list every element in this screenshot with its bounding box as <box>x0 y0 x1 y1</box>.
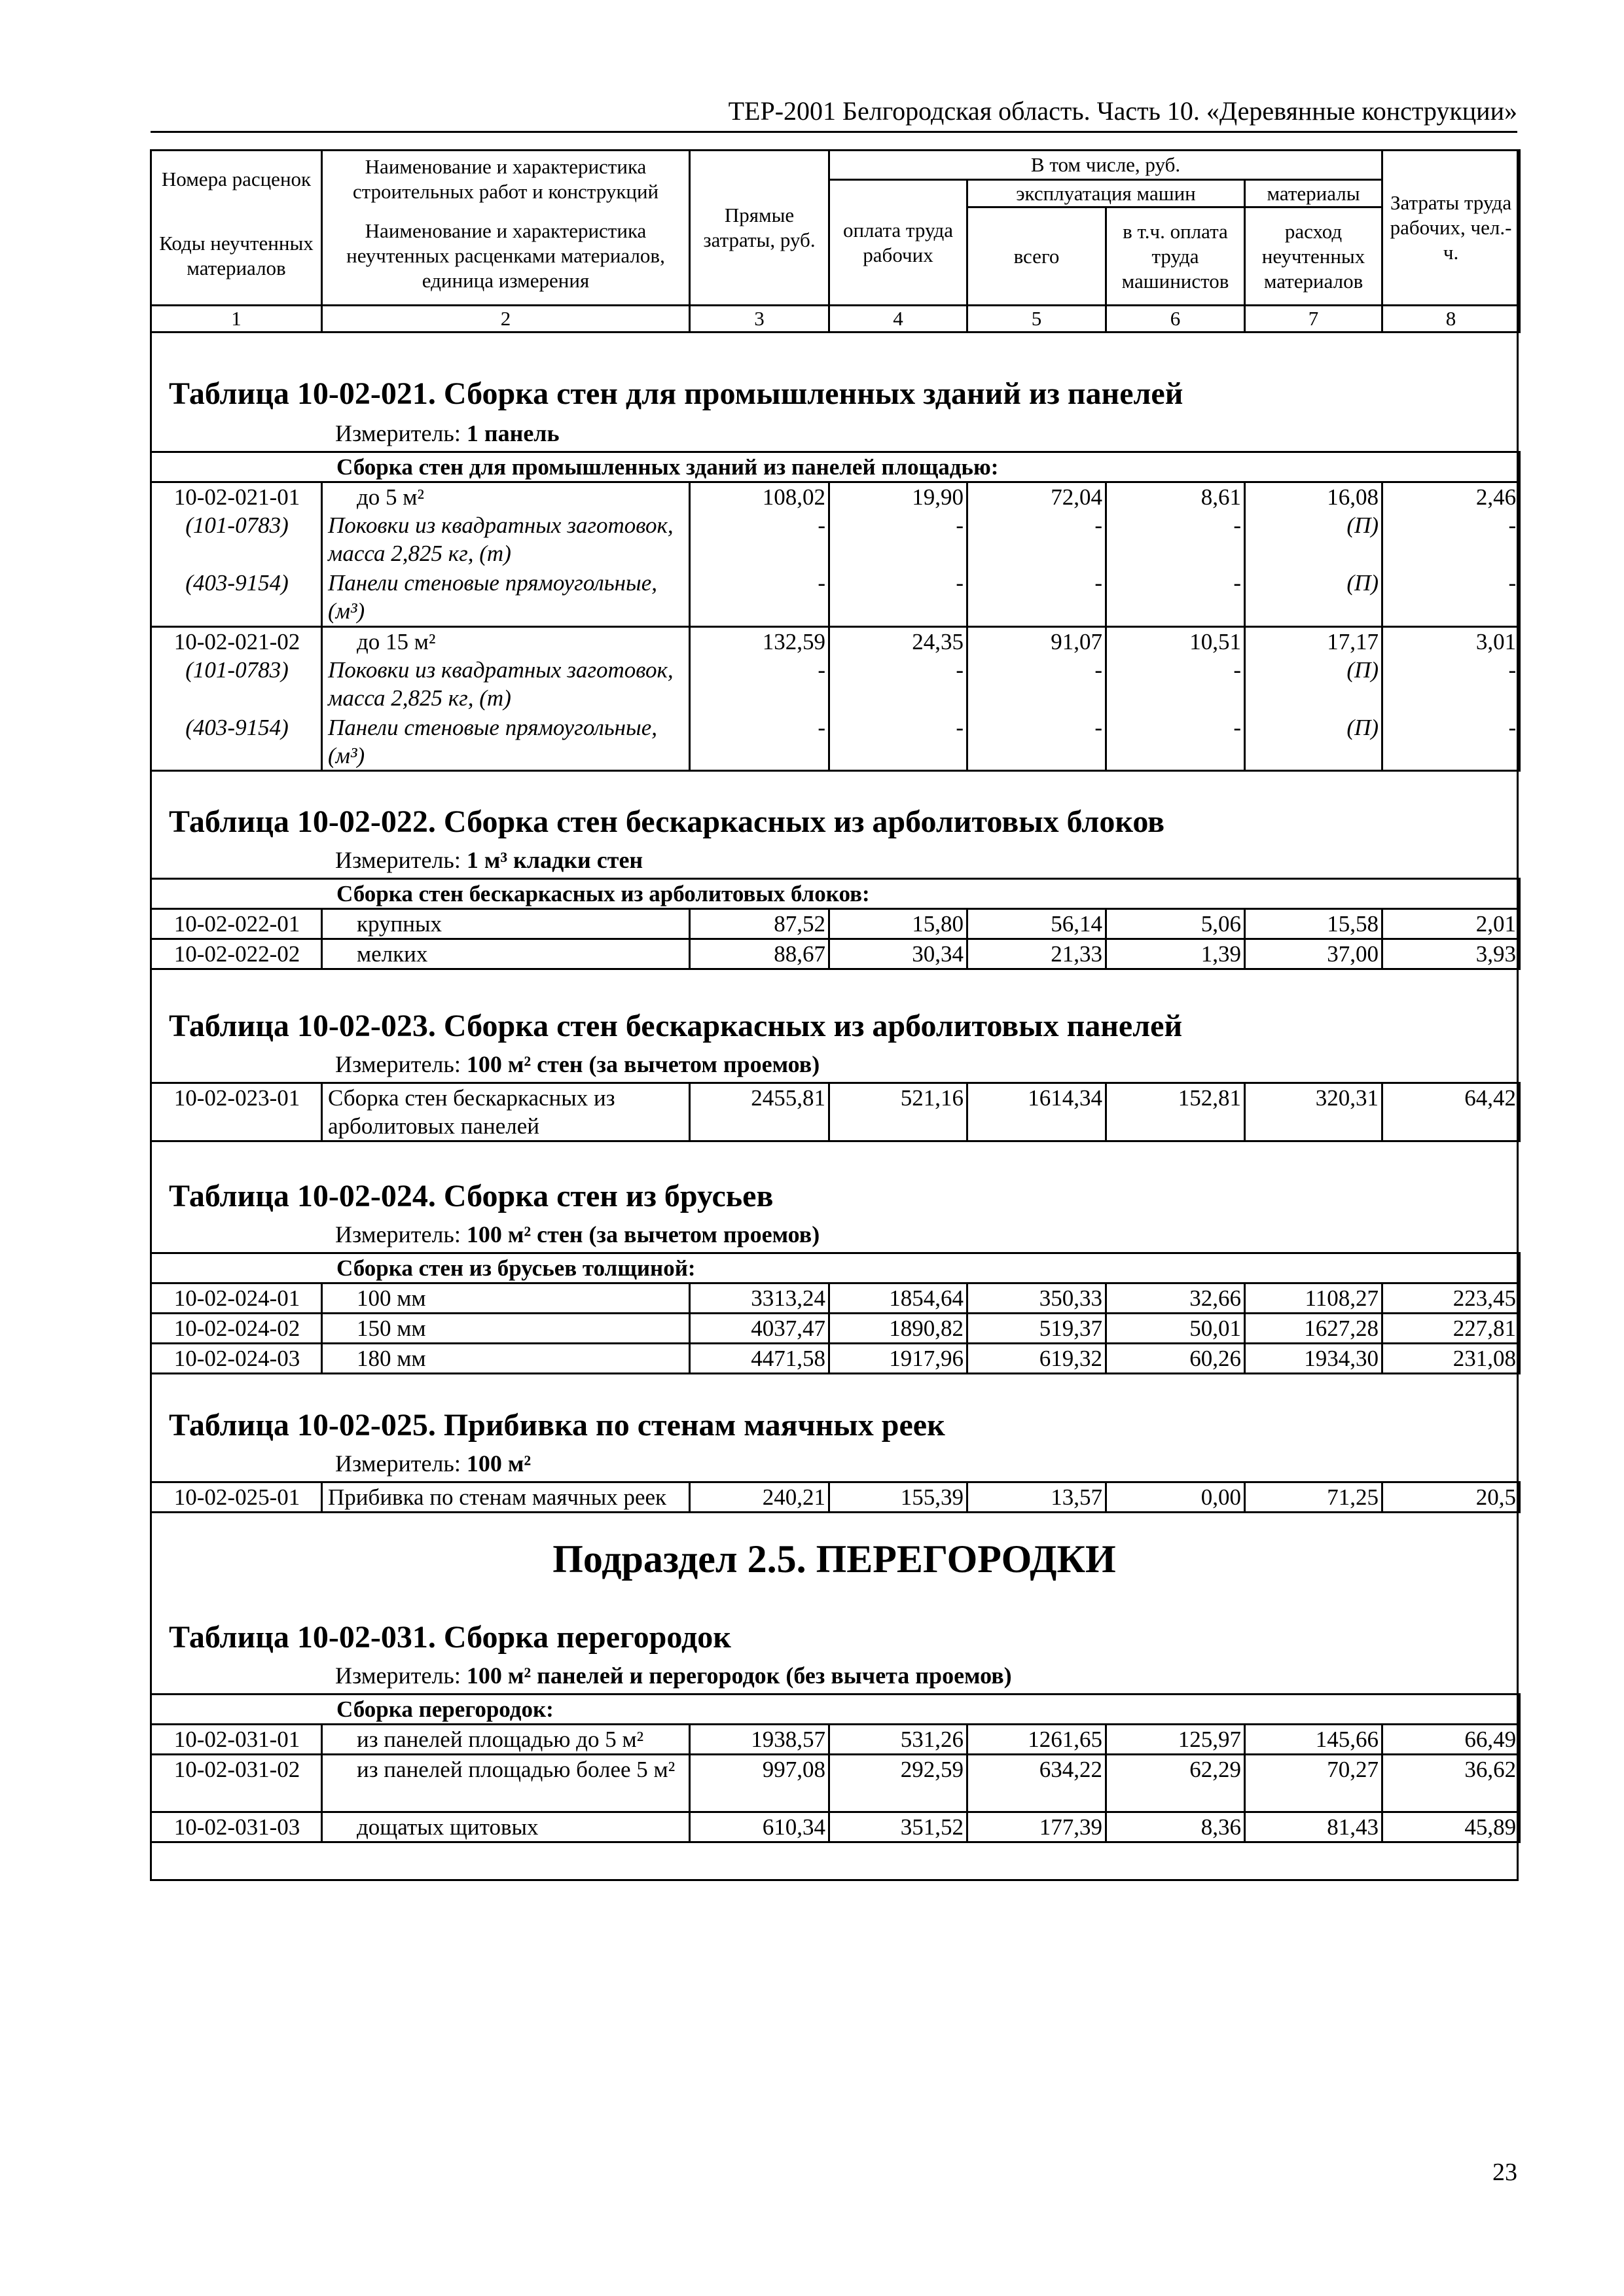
table-title: Таблица 10-02-025. Прибивка по стенам маячных реек <box>169 1408 945 1443</box>
rate-code: 10-02-021-01 <box>151 482 322 512</box>
meter: Измеритель: 1 м³ кладки стен <box>335 847 643 873</box>
value: 240,21 <box>690 1482 829 1513</box>
value: 4037,47 <box>690 1314 829 1344</box>
value: 50,01 <box>1106 1314 1245 1344</box>
table-caption: Сборка стен из брусьев толщиной: <box>151 1253 1520 1283</box>
table-10-02-024 <box>150 1252 1521 1374</box>
value: 1627,28 <box>1245 1314 1382 1344</box>
value: - <box>690 569 829 626</box>
value: 145,66 <box>1245 1725 1382 1755</box>
value: 1934,30 <box>1245 1344 1382 1374</box>
value: 155,39 <box>829 1482 967 1513</box>
value: - <box>690 656 829 713</box>
value: 5,06 <box>1106 909 1245 939</box>
rate-code: 10-02-021-02 <box>151 626 322 656</box>
value: 2,46 <box>1382 482 1520 512</box>
value: 62,29 <box>1106 1755 1245 1812</box>
rate-code: 10-02-022-01 <box>151 909 322 939</box>
value: - <box>967 656 1106 713</box>
value: (П) <box>1245 511 1382 569</box>
value: 24,35 <box>829 626 967 656</box>
value: 108,02 <box>690 482 829 512</box>
work-name: из панелей площадью до 5 м² <box>322 1725 690 1755</box>
value: 132,59 <box>690 626 829 656</box>
col-num: 2 <box>322 306 690 332</box>
value: - <box>690 511 829 569</box>
value: 227,81 <box>1382 1314 1520 1344</box>
col-num: 3 <box>690 306 829 332</box>
value: 0,00 <box>1106 1482 1245 1513</box>
header-labor: Затраты труда рабочих, чел.-ч. <box>1382 151 1520 306</box>
value: 30,34 <box>829 939 967 969</box>
value: - <box>967 569 1106 626</box>
value: 531,26 <box>829 1725 967 1755</box>
work-name: из панелей площадью более 5 м² <box>322 1755 690 1812</box>
material-name: Панели стеновые прямоугольные, (м³) <box>322 713 690 771</box>
col-num: 5 <box>967 306 1106 332</box>
value: 177,39 <box>967 1812 1106 1842</box>
rate-code: 10-02-025-01 <box>151 1482 322 1513</box>
material-code: (403-9154) <box>151 569 322 626</box>
value: 1,39 <box>1106 939 1245 969</box>
material-name: Поковки из квадратных заготовок, масса 2,825 кг, (т) <box>322 656 690 713</box>
value: 1917,96 <box>829 1344 967 1374</box>
value: 351,52 <box>829 1812 967 1842</box>
value: - <box>1382 713 1520 771</box>
running-head: ТЕР-2001 Белгородская область. Часть 10. «Деревянные конструкции» <box>728 96 1517 126</box>
value: - <box>829 713 967 771</box>
value: - <box>1382 511 1520 569</box>
header-material-names: Наименование и характеристика неучтенных расценками материалов, единица измерения <box>322 207 690 306</box>
value: 10,51 <box>1106 626 1245 656</box>
table-title: Таблица 10-02-022. Сборка стен бескаркасных из арболитовых блоков <box>169 804 1165 839</box>
value: 88,67 <box>690 939 829 969</box>
material-name: Поковки из квадратных заготовок, масса 2,825 кг, (т) <box>322 511 690 569</box>
work-name: крупных <box>322 909 690 939</box>
value: 20,5 <box>1382 1482 1520 1513</box>
header-wages: оплата труда рабочих <box>829 180 967 306</box>
table-title: Таблица 10-02-023. Сборка стен бескаркасных из арболитовых панелей <box>169 1009 1183 1043</box>
value: 15,80 <box>829 909 967 939</box>
value: 519,37 <box>967 1314 1106 1344</box>
value: 619,32 <box>967 1344 1106 1374</box>
header-rule <box>151 131 1517 133</box>
value: 997,08 <box>690 1755 829 1812</box>
value: 1854,64 <box>829 1283 967 1314</box>
table-title: Таблица 10-02-021. Сборка стен для промышленных зданий из панелей <box>169 376 1183 411</box>
value: - <box>829 569 967 626</box>
meter: Измеритель: 100 м² панелей и перегородок (без вычета проемов) <box>335 1662 1012 1689</box>
table-title: Таблица 10-02-031. Сборка перегородок <box>169 1620 731 1655</box>
table-10-02-021 <box>150 451 1521 772</box>
value: 1108,27 <box>1245 1283 1382 1314</box>
value: - <box>1382 656 1520 713</box>
material-code: (101-0783) <box>151 656 322 713</box>
meter: Измеритель: 100 м² <box>335 1450 532 1477</box>
col-num: 4 <box>829 306 967 332</box>
rate-code: 10-02-031-01 <box>151 1725 322 1755</box>
header-names: Наименование и характеристика строительных работ и конструкций <box>322 151 690 207</box>
value: 70,27 <box>1245 1755 1382 1812</box>
value: 350,33 <box>967 1283 1106 1314</box>
value: 4471,58 <box>690 1344 829 1374</box>
value: 8,36 <box>1106 1812 1245 1842</box>
value: 634,22 <box>967 1755 1106 1812</box>
value: - <box>1382 569 1520 626</box>
material-name: Панели стеновые прямоугольные, (м³) <box>322 569 690 626</box>
work-name: дощатых щитовых <box>322 1812 690 1842</box>
header-machines-total: всего <box>967 207 1106 306</box>
value: - <box>967 713 1106 771</box>
meter: Измеритель: 1 панель <box>335 420 560 446</box>
rate-code: 10-02-023-01 <box>151 1083 322 1141</box>
header-materials: материалы <box>1245 180 1382 207</box>
value: 521,16 <box>829 1083 967 1141</box>
work-name: до 5 м² <box>322 482 690 512</box>
subsection-title: Подраздел 2.5. ПЕРЕГОРОДКИ <box>552 1537 1116 1581</box>
value: 17,17 <box>1245 626 1382 656</box>
header-codes: Номера расценок <box>151 151 322 207</box>
value: 610,34 <box>690 1812 829 1842</box>
value: 15,58 <box>1245 909 1382 939</box>
value: 320,31 <box>1245 1083 1382 1141</box>
value: 2,01 <box>1382 909 1520 939</box>
rate-code: 10-02-024-01 <box>151 1283 322 1314</box>
meter: Измеритель: 100 м² стен (за вычетом проемов) <box>335 1221 820 1247</box>
value: - <box>1106 656 1245 713</box>
value: 13,57 <box>967 1482 1106 1513</box>
work-name: мелких <box>322 939 690 969</box>
value: 152,81 <box>1106 1083 1245 1141</box>
value: 81,43 <box>1245 1812 1382 1842</box>
table-10-02-031 <box>150 1693 1521 1843</box>
value: 1261,65 <box>967 1725 1106 1755</box>
value: (П) <box>1245 656 1382 713</box>
table-caption: Сборка стен бескаркасных из арболитовых блоков: <box>151 879 1520 909</box>
value: 1938,57 <box>690 1725 829 1755</box>
rate-code: 10-02-024-02 <box>151 1314 322 1344</box>
col-num: 6 <box>1106 306 1245 332</box>
col-num: 1 <box>151 306 322 332</box>
value: 2455,81 <box>690 1083 829 1141</box>
table-10-02-022 <box>150 878 1521 970</box>
header-machines: эксплуатация машин <box>967 180 1245 207</box>
table-10-02-025 <box>150 1481 1521 1513</box>
value: 72,04 <box>967 482 1106 512</box>
table-caption: Сборка стен для промышленных зданий из панелей площадью: <box>151 452 1520 482</box>
table-caption: Сборка перегородок: <box>151 1695 1520 1725</box>
value: 36,62 <box>1382 1755 1520 1812</box>
material-code: (101-0783) <box>151 511 322 569</box>
value: 16,08 <box>1245 482 1382 512</box>
value: - <box>690 713 829 771</box>
header-material-consumption: расход неучтенных материалов <box>1245 207 1382 306</box>
value: - <box>1106 569 1245 626</box>
value: 19,90 <box>829 482 967 512</box>
header-direct-costs: Прямые затраты, руб. <box>690 151 829 306</box>
work-name: до 15 м² <box>322 626 690 656</box>
value: 1614,34 <box>967 1083 1106 1141</box>
value: - <box>1106 511 1245 569</box>
value: - <box>967 511 1106 569</box>
value: 45,89 <box>1382 1812 1520 1842</box>
value: 21,33 <box>967 939 1106 969</box>
value: 37,00 <box>1245 939 1382 969</box>
header-group: В том числе, руб. <box>829 151 1382 180</box>
value: - <box>829 656 967 713</box>
value: 87,52 <box>690 909 829 939</box>
value: 125,97 <box>1106 1725 1245 1755</box>
value: 56,14 <box>967 909 1106 939</box>
value: 292,59 <box>829 1755 967 1812</box>
value: 8,61 <box>1106 482 1245 512</box>
value: 71,25 <box>1245 1482 1382 1513</box>
value: 3,93 <box>1382 939 1520 969</box>
value: 64,42 <box>1382 1083 1520 1141</box>
column-header <box>150 149 1521 333</box>
page-number: 23 <box>1492 2159 1517 2186</box>
value: 1890,82 <box>829 1314 967 1344</box>
work-name: Прибивка по стенам маячных реек <box>322 1482 690 1513</box>
table-10-02-023 <box>150 1082 1521 1142</box>
work-name: 180 мм <box>322 1344 690 1374</box>
rate-code: 10-02-022-02 <box>151 939 322 969</box>
value: 231,08 <box>1382 1344 1520 1374</box>
rate-code: 10-02-024-03 <box>151 1344 322 1374</box>
rate-code: 10-02-031-03 <box>151 1812 322 1842</box>
value: 91,07 <box>967 626 1106 656</box>
header-machinists-wages: в т.ч. оплата труда машинистов <box>1106 207 1245 306</box>
table-title: Таблица 10-02-024. Сборка стен из брусьев <box>169 1179 774 1213</box>
col-num: 7 <box>1245 306 1382 332</box>
work-name: 150 мм <box>322 1314 690 1344</box>
value: 66,49 <box>1382 1725 1520 1755</box>
header-material-codes: Коды неучтенных материалов <box>151 207 322 306</box>
value: 3313,24 <box>690 1283 829 1314</box>
value: 32,66 <box>1106 1283 1245 1314</box>
value: (П) <box>1245 713 1382 771</box>
value: 223,45 <box>1382 1283 1520 1314</box>
meter: Измеритель: 100 м² стен (за вычетом проемов) <box>335 1051 820 1077</box>
value: - <box>1106 713 1245 771</box>
rate-code: 10-02-031-02 <box>151 1755 322 1812</box>
value: 3,01 <box>1382 626 1520 656</box>
value: (П) <box>1245 569 1382 626</box>
value: 60,26 <box>1106 1344 1245 1374</box>
value: - <box>829 511 967 569</box>
material-code: (403-9154) <box>151 713 322 771</box>
col-num: 8 <box>1382 306 1520 332</box>
work-name: 100 мм <box>322 1283 690 1314</box>
work-name: Сборка стен бескаркасных из арболитовых панелей <box>322 1083 690 1141</box>
